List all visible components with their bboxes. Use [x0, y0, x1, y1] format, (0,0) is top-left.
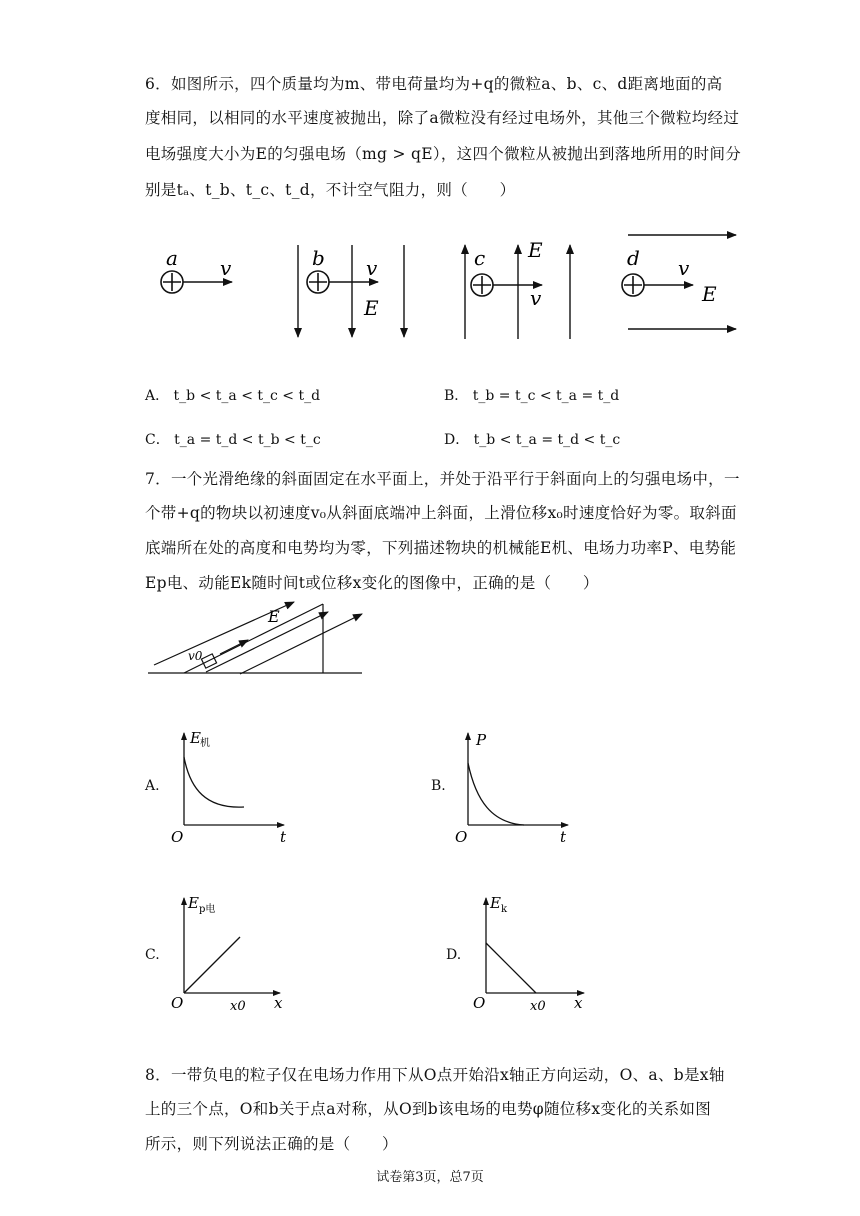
- label-v-d: v: [678, 256, 690, 280]
- graph-a-ysub: 机: [200, 738, 210, 749]
- q7-option-d[interactable]: D.: [446, 947, 462, 963]
- graph-d-origin: O: [473, 994, 486, 1012]
- q6-line-1: 6．如图所示，四个质量均为m、带电荷量均为+q的微粒a、b、c、d距离地面的高: [145, 75, 723, 93]
- incline-label-v0: v0: [188, 649, 203, 663]
- graph-c-origin: O: [171, 994, 184, 1012]
- label-c: c: [474, 246, 486, 270]
- label-v-b: v: [366, 256, 378, 280]
- q7-line-3: 底端所在处的高度和电势均为零，下列描述物块的机械能E机、电场力功率P、电势能: [145, 539, 737, 557]
- q6-option-b[interactable]: B． t_b = t_c < t_a = t_d: [444, 388, 620, 404]
- q8-line-3: 所示，则下列说法正确的是（ ）: [145, 1135, 398, 1153]
- graph-b-ylabel: P: [476, 731, 487, 749]
- graph-c-xlabel: x: [274, 994, 283, 1012]
- graph-b: [452, 727, 592, 852]
- label-b: b: [312, 246, 325, 270]
- graph-d: [470, 890, 610, 1015]
- particle-b-diagram: [298, 245, 404, 337]
- q7-option-a[interactable]: A.: [145, 778, 160, 794]
- label-d: d: [627, 246, 640, 270]
- graph-c: [168, 890, 308, 1015]
- q7-line-1: 7．一个光滑绝缘的斜面固定在水平面上，并处于沿平行于斜面向上的匀强电场中，一: [145, 470, 740, 488]
- graph-a-xlabel: t: [280, 828, 287, 846]
- page-footer: 试卷第3页，总7页: [376, 1170, 484, 1185]
- label-E-c: E: [528, 238, 543, 262]
- q6-option-d[interactable]: D． t_b < t_a = t_d < t_c: [444, 432, 621, 448]
- particle-a-diagram: [161, 246, 232, 293]
- graph-d-xlabel: x: [574, 994, 583, 1012]
- graph-b-xlabel: t: [560, 828, 567, 846]
- label-v-c: v: [530, 286, 542, 310]
- q7-option-c[interactable]: C.: [145, 947, 160, 963]
- q6-line-4: 别是tₐ、t_b、t_c、t_d，不计空气阻力，则（ ）: [145, 181, 516, 199]
- q6-option-a[interactable]: A． t_b < t_a < t_c < t_d: [145, 388, 321, 404]
- q7-line-2: 个带+q的物块以初速度v₀从斜面底端冲上斜面，上滑位移x₀时速度恰好为零。取斜面: [145, 504, 737, 522]
- label-E-b: E: [364, 296, 379, 320]
- label-a: a: [166, 246, 178, 270]
- label-E-d: E: [702, 282, 717, 306]
- q6-figure: [0, 225, 860, 355]
- graph-a: [168, 727, 308, 852]
- label-v-a: v: [220, 256, 232, 280]
- q7-option-b[interactable]: B.: [431, 778, 446, 794]
- graph-c-tick: x0: [230, 999, 246, 1014]
- graph-c-ysub: p电: [199, 904, 216, 915]
- q6-line-2: 度相同，以相同的水平速度被抛出，除了a微粒没有经过电场外，其他三个微粒均经过: [145, 109, 740, 127]
- q7-incline-figure: [140, 598, 380, 688]
- graph-c-ylabel: E: [188, 894, 199, 912]
- graph-b-origin: O: [455, 828, 468, 846]
- graph-d-ysub: k: [501, 904, 508, 915]
- graph-d-tick: x0: [530, 999, 546, 1014]
- q6-line-3: 电场强度大小为E的匀强电场（mg > qE），这四个微粒从被抛出到落地所用的时间分: [145, 145, 742, 163]
- q8-line-1: 8．一带负电的粒子仅在电场力作用下从O点开始沿x轴正方向运动，O、a、b是x轴: [145, 1066, 725, 1084]
- graph-a-origin: O: [171, 828, 184, 846]
- q6-option-c[interactable]: C． t_a = t_d < t_b < t_c: [145, 432, 321, 448]
- q7-line-4: Ep电、动能Ek随时间t或位移x变化的图像中，正确的是（ ）: [145, 574, 599, 592]
- graph-d-ylabel: E: [490, 894, 501, 912]
- q8-line-2: 上的三个点，O和b关于点a对称，从O到b该电场的电势φ随位移x变化的关系如图: [145, 1100, 711, 1118]
- incline-label-E: E: [268, 607, 280, 626]
- particle-c-diagram: [465, 238, 570, 339]
- graph-a-ylabel: E: [190, 729, 201, 747]
- particle-d-diagram: [622, 235, 736, 329]
